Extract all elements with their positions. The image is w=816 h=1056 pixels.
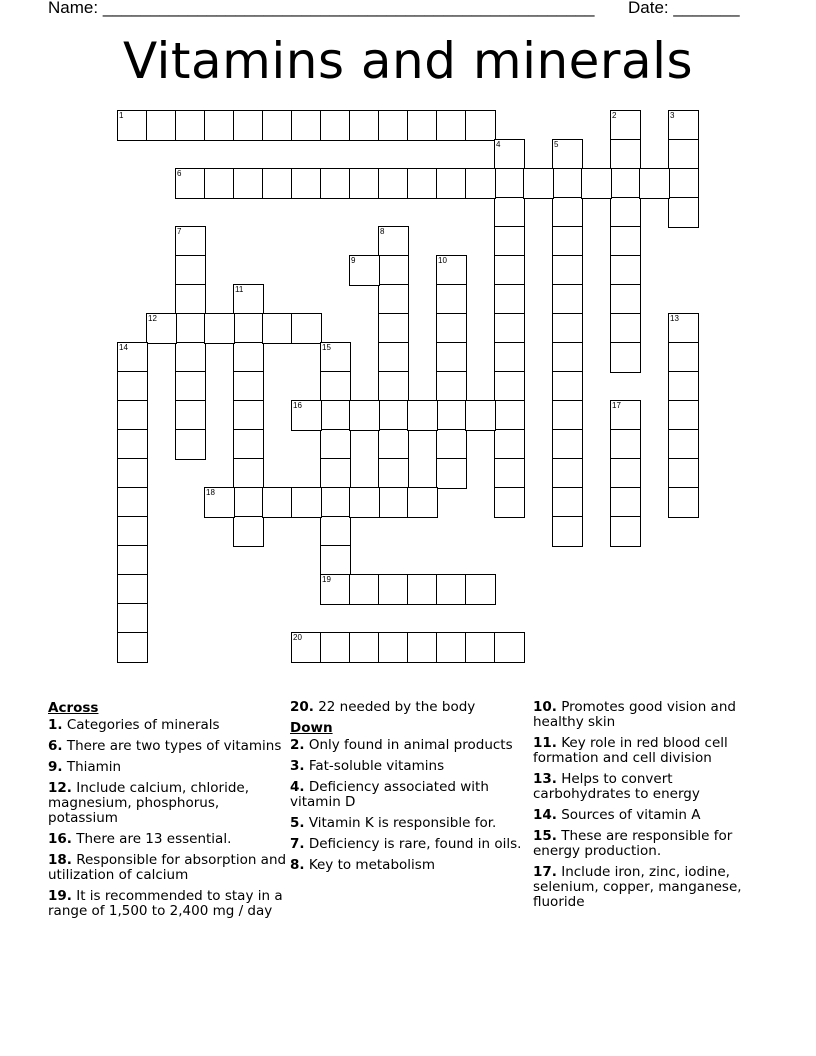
grid-cell[interactable] bbox=[233, 168, 264, 199]
grid-cell[interactable] bbox=[233, 313, 264, 344]
grid-cell[interactable] bbox=[349, 400, 380, 431]
grid-cell[interactable] bbox=[117, 574, 148, 605]
clue-number: 4. bbox=[290, 779, 305, 795]
grid-cell[interactable] bbox=[233, 400, 264, 431]
name-label: Name: bbox=[48, 0, 99, 17]
clue-text: Promotes good vision and healthy skin bbox=[533, 699, 736, 730]
grid-cell[interactable] bbox=[668, 168, 699, 199]
cell-number: 12 bbox=[148, 314, 157, 323]
clue-text: Include iron, zinc, iodine, selenium, copper, manganese, fluoride bbox=[533, 864, 742, 910]
clue-number: 11. bbox=[533, 735, 557, 751]
clue-down-7 bbox=[290, 837, 535, 852]
grid-cell[interactable] bbox=[494, 342, 525, 373]
clue-down-5 bbox=[290, 816, 535, 831]
grid-cell[interactable] bbox=[610, 110, 641, 141]
grid-cell[interactable] bbox=[320, 632, 351, 663]
grid-cell[interactable] bbox=[175, 342, 206, 373]
grid-cell[interactable] bbox=[349, 574, 380, 605]
grid-cell[interactable] bbox=[291, 487, 322, 518]
grid-cell[interactable] bbox=[378, 632, 409, 663]
cell-number: 18 bbox=[206, 488, 215, 497]
clue-number: 3. bbox=[290, 758, 305, 774]
grid-cell[interactable] bbox=[320, 545, 351, 576]
grid-cell[interactable] bbox=[204, 313, 235, 344]
grid-cell[interactable] bbox=[407, 632, 438, 663]
clue-number: 6. bbox=[48, 738, 63, 754]
cell-number: 15 bbox=[322, 343, 331, 352]
grid-cell[interactable] bbox=[668, 313, 699, 344]
clue-across-18 bbox=[48, 853, 293, 883]
grid-cell[interactable] bbox=[494, 458, 525, 489]
grid-cell[interactable] bbox=[146, 313, 177, 344]
cell-number: 16 bbox=[293, 401, 302, 410]
clues-column-1 bbox=[48, 700, 293, 925]
grid-cell[interactable] bbox=[175, 110, 206, 141]
clue-text: Include calcium, chloride, magnesium, phosphorus, potassium bbox=[48, 780, 250, 826]
grid-cell[interactable] bbox=[639, 168, 670, 199]
grid-cell[interactable] bbox=[378, 458, 409, 489]
grid-cell[interactable] bbox=[494, 632, 525, 663]
grid-cell[interactable] bbox=[610, 487, 641, 518]
grid-cell[interactable] bbox=[552, 197, 583, 228]
clue-text: Deficiency associated with vitamin D bbox=[290, 779, 489, 810]
grid-cell[interactable] bbox=[320, 168, 351, 199]
grid-cell[interactable] bbox=[233, 487, 264, 518]
grid-cell[interactable] bbox=[407, 168, 438, 199]
grid-cell[interactable] bbox=[610, 429, 641, 460]
clue-across-20 bbox=[290, 700, 535, 715]
clue-number: 10. bbox=[533, 699, 557, 715]
grid-cell[interactable] bbox=[349, 168, 380, 199]
clue-number: 5. bbox=[290, 815, 305, 831]
grid-cell[interactable] bbox=[320, 516, 351, 547]
grid-cell[interactable] bbox=[465, 632, 496, 663]
clue-text: 22 needed by the body bbox=[313, 699, 476, 715]
grid-cell[interactable] bbox=[349, 255, 380, 286]
clue-number: 16. bbox=[48, 831, 72, 847]
grid-cell[interactable] bbox=[436, 110, 467, 141]
grid-cell[interactable] bbox=[320, 487, 351, 518]
clue-number: 20. bbox=[290, 699, 314, 715]
grid-cell[interactable] bbox=[494, 429, 525, 460]
grid-cell[interactable] bbox=[610, 197, 641, 228]
clue-number: 14. bbox=[533, 807, 557, 823]
grid-cell[interactable] bbox=[494, 197, 525, 228]
clue-down-14 bbox=[533, 808, 773, 823]
grid-cell[interactable] bbox=[668, 342, 699, 373]
grid-cell[interactable] bbox=[175, 313, 206, 344]
grid-cell[interactable] bbox=[610, 516, 641, 547]
grid-cell[interactable] bbox=[668, 371, 699, 402]
page-title: Vitamins and minerals bbox=[122, 32, 694, 90]
clue-number: 15. bbox=[533, 828, 557, 844]
cell-number: 1 bbox=[119, 111, 124, 120]
cell-number: 13 bbox=[670, 314, 679, 323]
clue-number: 12. bbox=[48, 780, 72, 796]
grid-cell[interactable] bbox=[610, 168, 641, 199]
down-heading: Down bbox=[290, 720, 333, 736]
clue-text: There are two types of vitamins bbox=[62, 738, 282, 754]
cell-number: 11 bbox=[235, 285, 244, 294]
grid-cell[interactable] bbox=[378, 487, 409, 518]
clue-text: Helps to convert carbohydrates to energy bbox=[533, 771, 700, 802]
grid-cell[interactable] bbox=[291, 313, 322, 344]
grid-cell[interactable] bbox=[494, 400, 525, 431]
grid-cell[interactable] bbox=[494, 371, 525, 402]
grid-cell[interactable] bbox=[262, 168, 293, 199]
grid-cell[interactable] bbox=[233, 458, 264, 489]
clue-across-16 bbox=[48, 832, 293, 847]
grid-cell[interactable] bbox=[494, 168, 525, 199]
clue-text: Vitamin K is responsible for. bbox=[304, 815, 497, 831]
clue-across-19 bbox=[48, 889, 293, 919]
grid-cell[interactable] bbox=[175, 429, 206, 460]
grid-cell[interactable] bbox=[407, 487, 438, 518]
grid-cell[interactable] bbox=[668, 139, 699, 170]
clue-text: Key to metabolism bbox=[304, 857, 435, 873]
grid-cell[interactable] bbox=[349, 632, 380, 663]
grid-cell[interactable] bbox=[552, 284, 583, 315]
grid-cell[interactable] bbox=[523, 168, 554, 199]
clue-number: 17. bbox=[533, 864, 557, 880]
grid-cell[interactable] bbox=[494, 284, 525, 315]
grid-cell[interactable] bbox=[552, 516, 583, 547]
grid-cell[interactable] bbox=[668, 400, 699, 431]
grid-cell[interactable] bbox=[436, 400, 467, 431]
grid-cell[interactable] bbox=[175, 226, 206, 257]
grid-cell[interactable] bbox=[117, 371, 148, 402]
grid-cell[interactable] bbox=[117, 545, 148, 576]
grid-cell[interactable] bbox=[320, 400, 351, 431]
clue-number: 19. bbox=[48, 888, 72, 904]
clue-text: Only found in animal products bbox=[304, 737, 513, 753]
grid-cell[interactable] bbox=[610, 313, 641, 344]
clue-number: 2. bbox=[290, 737, 305, 753]
grid-cell[interactable] bbox=[233, 371, 264, 402]
grid-cell[interactable] bbox=[436, 371, 467, 402]
grid-cell[interactable] bbox=[320, 458, 351, 489]
grid-cell[interactable] bbox=[233, 516, 264, 547]
grid-cell[interactable] bbox=[320, 429, 351, 460]
cell-number: 5 bbox=[554, 140, 559, 149]
grid-cell[interactable] bbox=[552, 168, 583, 199]
grid-cell[interactable] bbox=[291, 632, 322, 663]
clue-text: It is recommended to stay in a range of 1,500 to 2,400 mg / day bbox=[48, 888, 283, 919]
grid-cell[interactable] bbox=[204, 487, 235, 518]
grid-cell[interactable] bbox=[407, 574, 438, 605]
grid-cell[interactable] bbox=[407, 110, 438, 141]
clue-down-10 bbox=[533, 700, 773, 730]
grid-cell[interactable] bbox=[233, 284, 264, 315]
grid-cell[interactable] bbox=[436, 632, 467, 663]
clue-text: Deficiency is rare, found in oils. bbox=[304, 836, 522, 852]
grid-cell[interactable] bbox=[552, 487, 583, 518]
grid-cell[interactable] bbox=[465, 400, 496, 431]
clue-number: 18. bbox=[48, 852, 72, 868]
clue-text: Thiamin bbox=[62, 759, 122, 775]
grid-cell[interactable] bbox=[233, 110, 264, 141]
grid-cell[interactable] bbox=[378, 342, 409, 373]
grid-cell[interactable] bbox=[117, 400, 148, 431]
clue-across-6 bbox=[48, 739, 293, 754]
grid-cell[interactable] bbox=[407, 400, 438, 431]
clue-text: These are responsible for energy production. bbox=[533, 828, 733, 859]
cell-number: 4 bbox=[496, 140, 501, 149]
clue-across-12 bbox=[48, 781, 293, 826]
grid-cell[interactable] bbox=[175, 255, 206, 286]
cell-number: 10 bbox=[438, 256, 447, 265]
grid-cell[interactable] bbox=[262, 110, 293, 141]
cell-number: 20 bbox=[293, 633, 302, 642]
grid-cell[interactable] bbox=[175, 400, 206, 431]
grid-cell[interactable] bbox=[552, 313, 583, 344]
grid-cell[interactable] bbox=[552, 255, 583, 286]
clue-text: Sources of vitamin A bbox=[556, 807, 701, 823]
grid-cell[interactable] bbox=[349, 487, 380, 518]
grid-cell[interactable] bbox=[436, 342, 467, 373]
clue-number: 7. bbox=[290, 836, 305, 852]
grid-cell[interactable] bbox=[175, 371, 206, 402]
grid-cell[interactable] bbox=[552, 458, 583, 489]
grid-cell[interactable] bbox=[436, 574, 467, 605]
grid-cell[interactable] bbox=[117, 516, 148, 547]
cell-number: 2 bbox=[612, 111, 617, 120]
grid-cell[interactable] bbox=[436, 255, 467, 286]
grid-cell[interactable] bbox=[378, 429, 409, 460]
clues-column-2 bbox=[290, 700, 535, 879]
grid-cell[interactable] bbox=[378, 110, 409, 141]
clue-down-8 bbox=[290, 858, 535, 873]
grid-cell[interactable] bbox=[610, 400, 641, 431]
grid-cell[interactable] bbox=[349, 110, 380, 141]
clue-text: Fat-soluble vitamins bbox=[304, 758, 445, 774]
clue-down-2 bbox=[290, 738, 535, 753]
grid-cell[interactable] bbox=[494, 313, 525, 344]
grid-cell[interactable] bbox=[320, 371, 351, 402]
grid-cell[interactable] bbox=[378, 400, 409, 431]
date-label: Date: bbox=[628, 0, 669, 17]
grid-cell[interactable] bbox=[436, 429, 467, 460]
grid-cell[interactable] bbox=[465, 168, 496, 199]
clue-across-9 bbox=[48, 760, 293, 775]
grid-cell[interactable] bbox=[494, 487, 525, 518]
clue-down-11 bbox=[533, 736, 773, 766]
grid-cell[interactable] bbox=[291, 168, 322, 199]
grid-cell[interactable] bbox=[552, 429, 583, 460]
clue-text: Responsible for absorption and utilization of calcium bbox=[48, 852, 287, 883]
grid-cell[interactable] bbox=[552, 371, 583, 402]
grid-cell[interactable] bbox=[117, 429, 148, 460]
cell-number: 6 bbox=[177, 169, 182, 178]
grid-cell[interactable] bbox=[204, 110, 235, 141]
grid-cell[interactable] bbox=[465, 110, 496, 141]
grid-cell[interactable] bbox=[378, 168, 409, 199]
grid-cell[interactable] bbox=[378, 226, 409, 257]
grid-cell[interactable] bbox=[262, 313, 293, 344]
grid-cell[interactable] bbox=[146, 110, 177, 141]
clue-across-1 bbox=[48, 718, 293, 733]
cell-number: 19 bbox=[322, 575, 331, 584]
grid-cell[interactable] bbox=[436, 168, 467, 199]
clue-text: Categories of minerals bbox=[62, 717, 220, 733]
grid-cell[interactable] bbox=[610, 284, 641, 315]
clue-number: 8. bbox=[290, 857, 305, 873]
grid-cell[interactable] bbox=[465, 574, 496, 605]
grid-cell[interactable] bbox=[117, 487, 148, 518]
cell-number: 8 bbox=[380, 227, 385, 236]
across-heading: Across bbox=[48, 700, 99, 716]
grid-cell[interactable] bbox=[262, 487, 293, 518]
grid-cell[interactable] bbox=[378, 313, 409, 344]
clue-down-13 bbox=[533, 772, 773, 802]
cell-number: 17 bbox=[612, 401, 621, 410]
clue-number: 13. bbox=[533, 771, 557, 787]
grid-cell[interactable] bbox=[117, 110, 148, 141]
grid-cell[interactable] bbox=[581, 168, 612, 199]
name-blank[interactable]: ____________________________________________________ bbox=[102, 0, 595, 17]
grid-cell[interactable] bbox=[668, 110, 699, 141]
grid-cell[interactable] bbox=[610, 255, 641, 286]
grid-cell[interactable] bbox=[175, 168, 206, 199]
grid-cell[interactable] bbox=[204, 168, 235, 199]
grid-cell[interactable] bbox=[552, 226, 583, 257]
grid-cell[interactable] bbox=[494, 255, 525, 286]
clue-down-3 bbox=[290, 759, 535, 774]
grid-cell[interactable] bbox=[610, 226, 641, 257]
grid-cell[interactable] bbox=[610, 342, 641, 373]
grid-cell[interactable] bbox=[378, 284, 409, 315]
clues-column-3 bbox=[533, 700, 773, 916]
grid-cell[interactable] bbox=[291, 400, 322, 431]
grid-cell[interactable] bbox=[668, 197, 699, 228]
grid-cell[interactable] bbox=[494, 139, 525, 170]
grid-cell[interactable] bbox=[610, 458, 641, 489]
cell-number: 14 bbox=[119, 343, 128, 352]
date-blank[interactable]: _______ bbox=[673, 0, 740, 17]
grid-cell[interactable] bbox=[436, 458, 467, 489]
clue-number: 9. bbox=[48, 759, 63, 775]
grid-cell[interactable] bbox=[320, 110, 351, 141]
grid-cell[interactable] bbox=[668, 458, 699, 489]
grid-cell[interactable] bbox=[552, 139, 583, 170]
clue-text: There are 13 essential. bbox=[71, 831, 232, 847]
grid-cell[interactable] bbox=[320, 342, 351, 373]
grid-cell[interactable] bbox=[291, 110, 322, 141]
clue-down-17 bbox=[533, 865, 773, 910]
grid-cell[interactable] bbox=[117, 458, 148, 489]
grid-cell[interactable] bbox=[233, 342, 264, 373]
grid-cell[interactable] bbox=[668, 429, 699, 460]
cell-number: 3 bbox=[670, 111, 675, 120]
grid-cell[interactable] bbox=[175, 284, 206, 315]
grid-cell[interactable] bbox=[320, 574, 351, 605]
cell-number: 7 bbox=[177, 227, 182, 236]
grid-cell[interactable] bbox=[436, 313, 467, 344]
grid-cell[interactable] bbox=[494, 226, 525, 257]
grid-cell[interactable] bbox=[552, 400, 583, 431]
grid-cell[interactable] bbox=[117, 632, 148, 663]
grid-cell[interactable] bbox=[117, 603, 148, 634]
grid-cell[interactable] bbox=[378, 371, 409, 402]
grid-cell[interactable] bbox=[668, 487, 699, 518]
clue-text: Key role in red blood cell formation and cell division bbox=[533, 735, 728, 766]
grid-cell[interactable] bbox=[436, 284, 467, 315]
grid-cell[interactable] bbox=[117, 342, 148, 373]
grid-cell[interactable] bbox=[233, 429, 264, 460]
grid-cell[interactable] bbox=[378, 574, 409, 605]
grid-cell[interactable] bbox=[610, 139, 641, 170]
grid-cell[interactable] bbox=[552, 342, 583, 373]
clue-number: 1. bbox=[48, 717, 63, 733]
clue-down-15 bbox=[533, 829, 773, 859]
clue-down-4 bbox=[290, 780, 535, 810]
cell-number: 9 bbox=[351, 256, 356, 265]
grid-cell[interactable] bbox=[378, 255, 409, 286]
